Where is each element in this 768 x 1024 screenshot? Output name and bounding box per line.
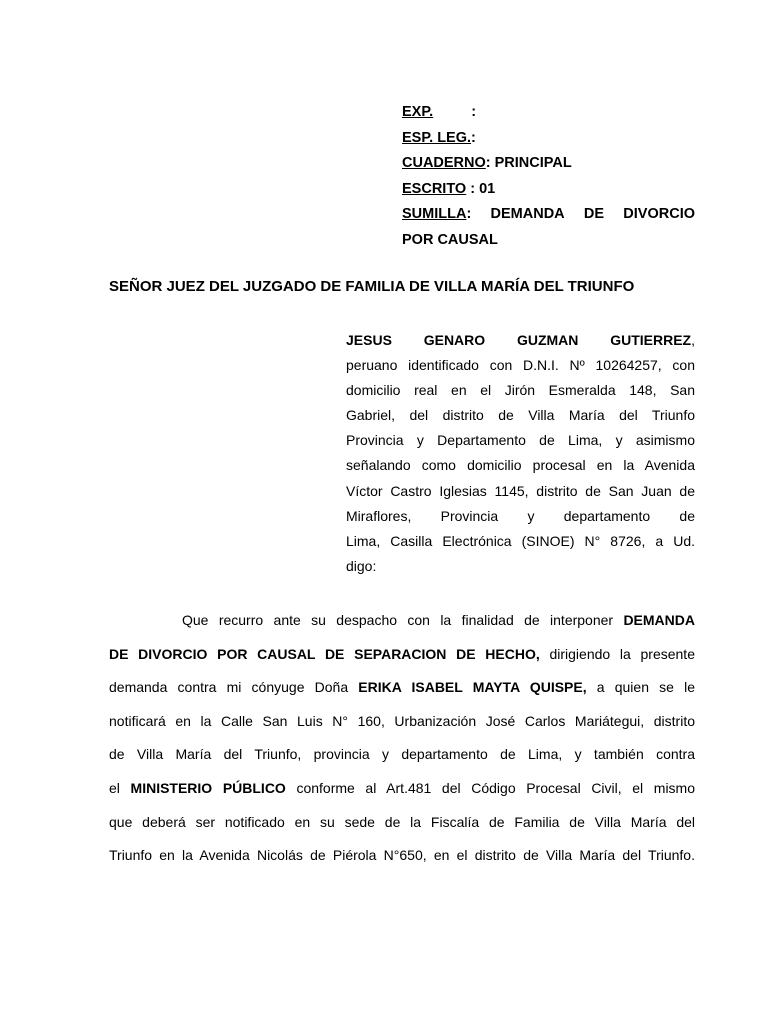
party-block [346,328,695,579]
sumilla-row [402,202,695,228]
party-line: domicilio real en el Jirón Esmeralda 148, San [346,382,695,399]
body-l6-text-2: conforme al Art.481 del Código Procesal Civil, el mismo [285,779,696,796]
body-line-2 [109,638,695,672]
party-line: Lima, Casilla Electrónica (SINOE) N° 8726, a Ud. [346,532,695,549]
cuaderno-label: CUADERNO [402,155,486,171]
sumilla-word-2: DE [583,206,605,222]
body-l3-text: demanda contra mi cónyuge Doña [109,679,359,696]
name-word-1: JESUS [346,332,392,348]
esp-leg-row [402,126,695,152]
sumilla-word-3: DIVORCIO [623,206,695,222]
body-line-6 [109,772,695,806]
body-l1-bold: DEMANDA [623,612,695,628]
case-header [402,100,695,253]
esp-leg-label: ESP. LEG. [402,129,472,146]
name-word-3: GUZMAN [516,332,579,348]
party-line: Gabriel, del distrito de Villa María del Triunfo [346,407,695,424]
body-l1-text: Que recurro ante su despacho con la finalidad de interponer [182,612,624,628]
body-paragraph [109,604,695,873]
esp-leg-colon: : [471,129,476,146]
body-line-7: que deberá ser notificado en su sede de la Fiscalía de Familia de Villa María del [109,813,695,830]
party-line: Víctor Castro Iglesias 1145, distrito de San Juan de [346,482,695,499]
party-line: digo: [346,557,377,574]
cuaderno-value: : PRINCIPAL [485,155,572,171]
name-word-4: GUTIERREZ [610,332,692,348]
body-l6-bold: MINISTERIO PÚBLICO [130,779,286,796]
exp-row [402,100,695,126]
body-line-8: Triunfo en la Avenida Nicolás de Piérola N°650, en el distrito de Villa María del Triunfo. [109,847,695,864]
escrito-label: ESCRITO [402,180,467,197]
body-l2-text: dirigiendo la presente [539,645,695,662]
party-line: peruano identificado con D.N.I. Nº 10264257, con [346,357,695,374]
name-word-2: GENARO [423,332,486,348]
cuaderno-row [402,151,695,177]
name-comma: , [691,332,695,348]
party-name [346,328,695,353]
escrito-row [402,177,695,203]
party-line: Miraflores, Provincia y departamento de [346,507,695,524]
body-l3-text-2: a quien se le [586,679,695,696]
escrito-value: : 01 [466,180,496,197]
exp-colon: : [471,104,477,120]
exp-label: EXP. [402,104,434,120]
sumilla-colon: : [466,206,472,222]
addressee-heading: SEÑOR JUEZ DEL JUZGADO DE FAMILIA DE VILLA MARÍA DEL TRIUNFO [109,278,635,295]
body-line-5: de Villa María del Triunfo, provincia y departamento de Lima, y también contra [109,746,695,763]
sumilla-word-1: DEMANDA [490,206,565,222]
body-line-4: notificará en la Calle San Luis N° 160, Urbanización José Carlos Mariátegui, distrito [109,712,695,729]
sumilla-line-2: POR CAUSAL [402,231,498,248]
body-l6-text: el [109,779,131,796]
body-line-1 [109,604,695,638]
body-l2-bold: DE DIVORCIO POR CAUSAL DE SEPARACION DE HECHO, [109,645,540,662]
party-line: señalando como domicilio procesal en la Avenida [346,457,695,474]
party-line: Provincia y Departamento de Lima, y asimismo [346,432,695,449]
sumilla-label: SUMILLA [402,206,467,222]
body-l3-bold: ERIKA ISABEL MAYTA QUISPE, [358,679,587,696]
body-line-3 [109,671,695,705]
